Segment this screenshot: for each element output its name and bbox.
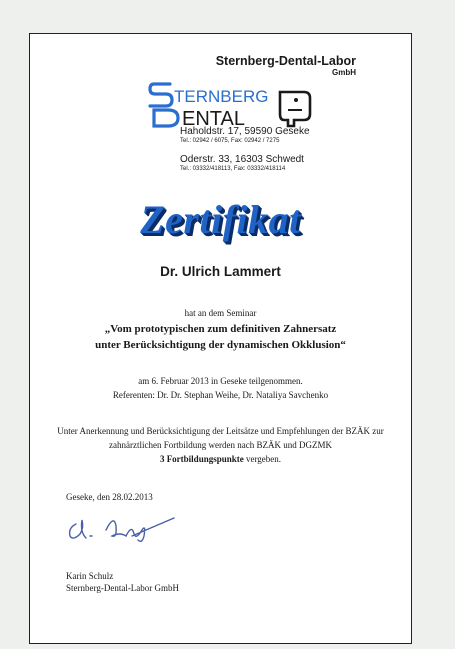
certificate-title: Zertifikat — [140, 197, 301, 242]
address-phone: Tel.: 03332/418113, Fax: 03332/418114 — [180, 166, 286, 172]
intro-text: hat an dem Seminar — [184, 308, 257, 318]
company-legal-form: GmbH — [332, 68, 356, 77]
address-geseke — [180, 126, 380, 144]
signature-graphic — [62, 506, 182, 546]
referents-text: Referenten: Dr. Dr. Stephan Weihe, Dr. Nataliya Savchenko — [112, 390, 329, 400]
seminar-title-line: „Vom prototypischen zum definitiven Zahnersatz — [104, 323, 337, 335]
handwritten-signature — [62, 506, 182, 546]
acknowledgement-line: zahnärztlichen Fortbildung werden nach BZÄK und DGZMK — [109, 440, 332, 450]
points-suffix: vergeben. — [243, 454, 282, 464]
seminar-title — [30, 321, 411, 353]
points-count: 3 Fortbildungspunkte — [159, 454, 244, 464]
issue-date: Geseke, den 28.02.2013 — [66, 492, 153, 502]
signer-name: Karin Schulz — [66, 571, 114, 581]
signer-company: Sternberg-Dental-Labor GmbH — [66, 583, 180, 593]
acknowledgement-text — [30, 424, 411, 452]
acknowledgement-line: Unter Anerkennung und Berücksichtigung der Leitsätze und Empfehlungen der BZÄK zur — [57, 426, 384, 436]
attended-text: am 6. Februar 2013 in Geseke teilgenommen. — [138, 376, 303, 386]
address-phone: Tel.: 02942 / 6075, Fax: 02942 / 7275 — [180, 138, 280, 144]
tooth-icon — [280, 92, 310, 126]
recipient-name: Dr. Ulrich Lammert — [160, 264, 281, 279]
logo-bottom-text: ENTAL — [182, 108, 245, 130]
sternberg-dental-logo — [148, 78, 318, 130]
address-street: Haholdstr. 17, 59590 Geseke — [180, 126, 310, 137]
company-name: Sternberg-Dental-Labor — [215, 54, 356, 68]
logo-graphic — [148, 78, 318, 130]
address-street: Oderstr. 33, 16303 Schwedt — [180, 154, 304, 165]
seminar-title-line: unter Berücksichtigung der dynamischen Okklusion“ — [95, 339, 346, 351]
points-text — [30, 452, 411, 466]
logo-top-text: TERNBERG — [174, 87, 269, 106]
certificate-page — [29, 33, 412, 644]
address-schwedt — [180, 154, 380, 172]
